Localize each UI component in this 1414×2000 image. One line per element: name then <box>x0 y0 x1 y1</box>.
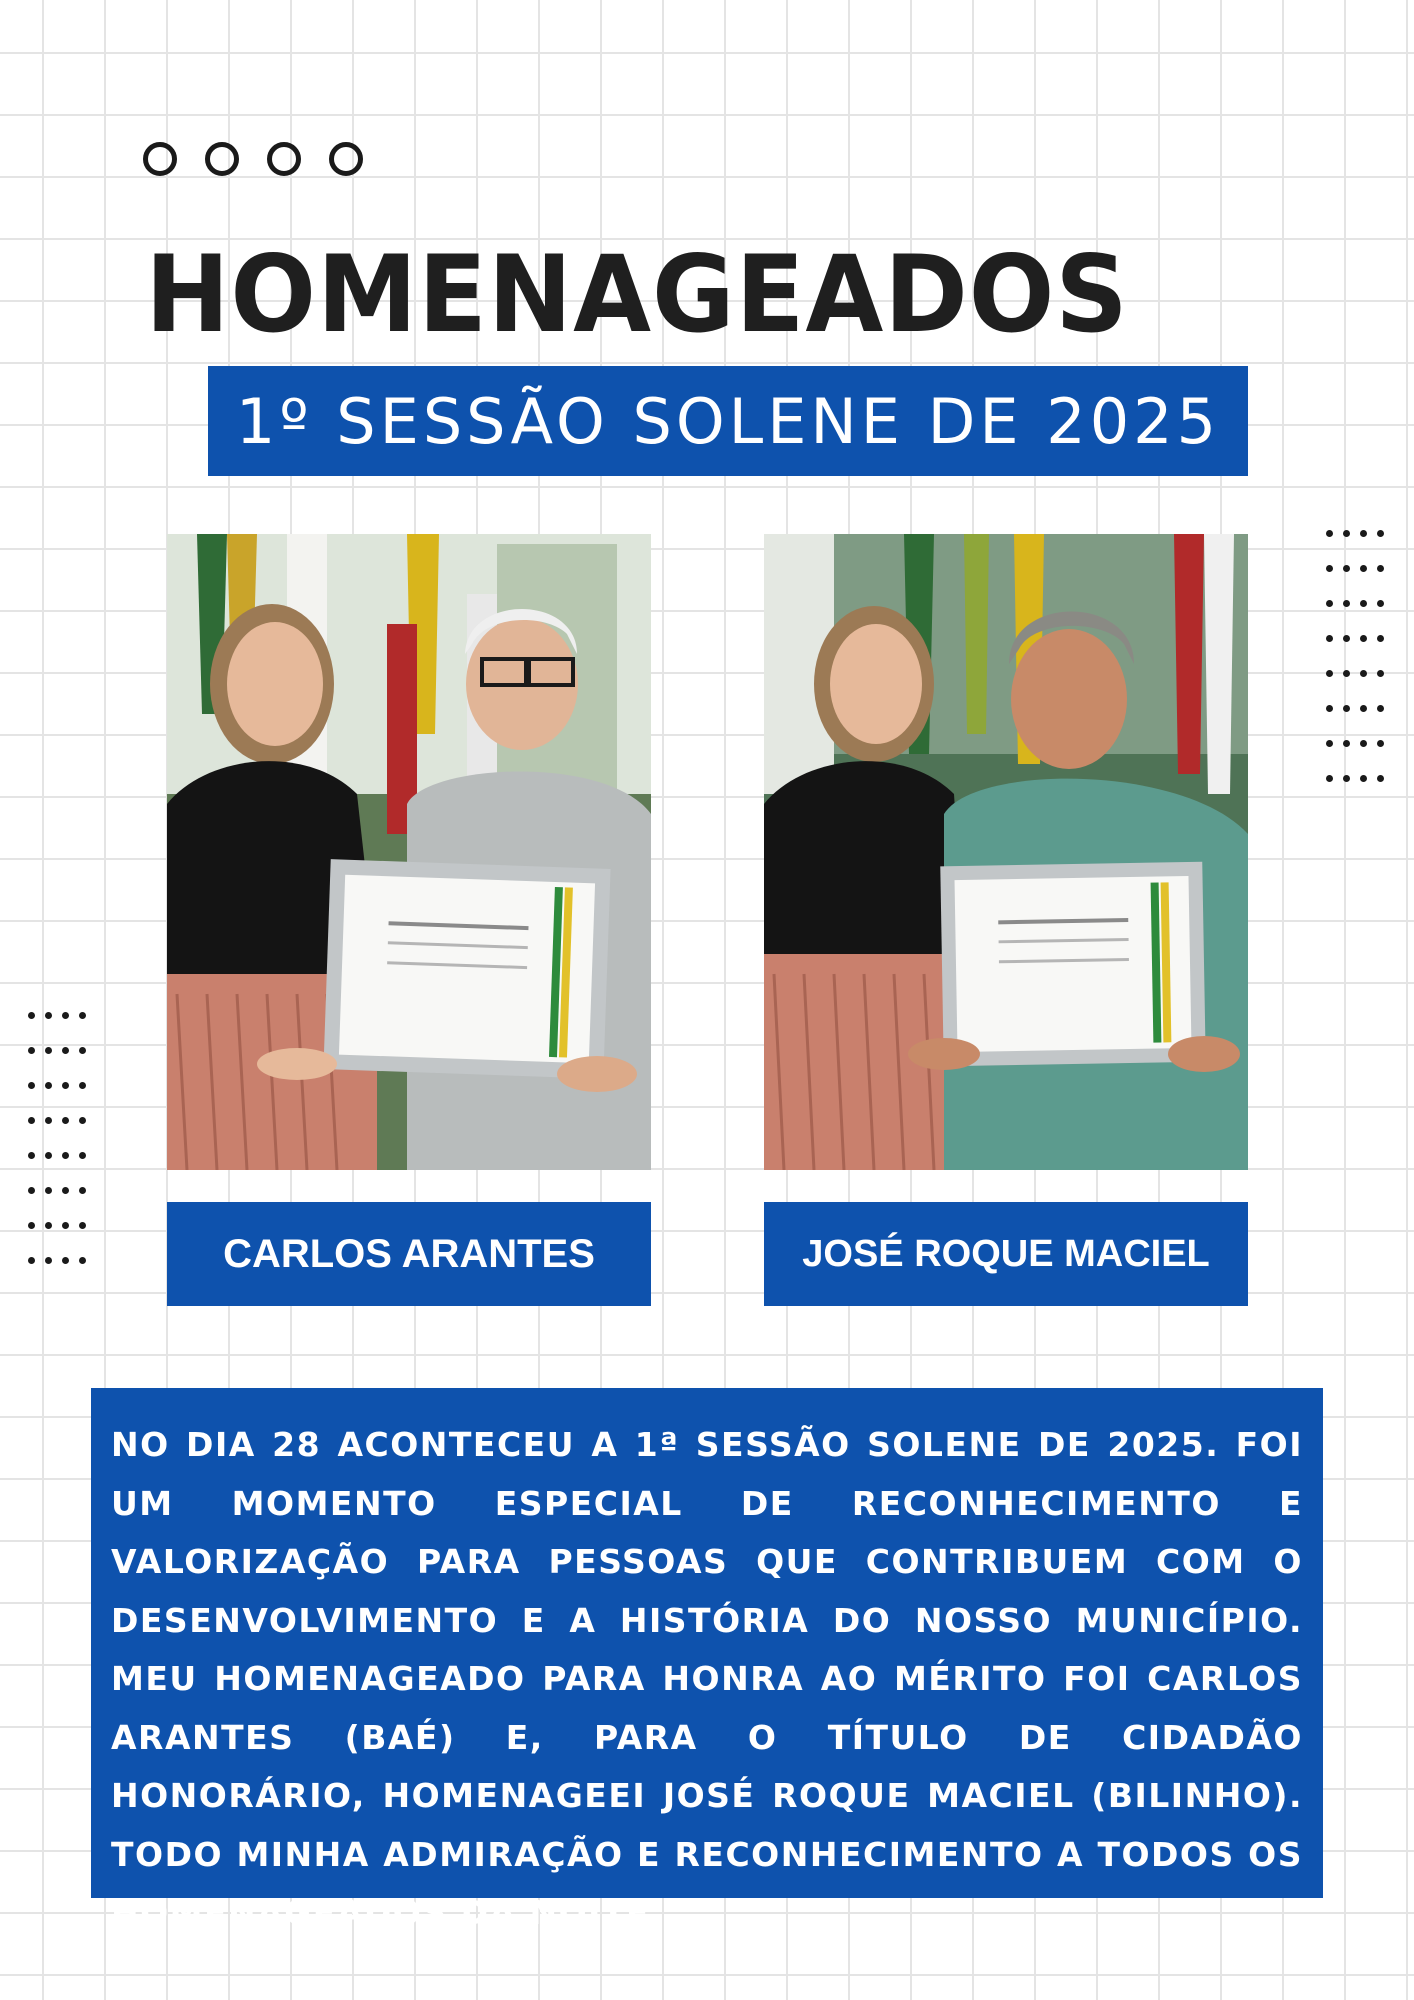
circle-icon <box>329 142 363 176</box>
honoree-name: CARLOS ARANTES <box>223 1231 595 1276</box>
description-text: NO DIA 28 ACONTECEU A 1ª SESSÃO SOLENE DE 2025. FOI UM MOMENTO ESPECIAL DE RECONHECIMENTO E VALORIZAÇÃO PARA PESSOAS QUE CONTRIBUEM COM O DESENVOLVIMENTO E A HISTÓRIA DO NOSSO MUNICÍPIO. MEU HOMENAGEADO PARA HONRA AO MÉRITO FOI CARLOS ARANTES (BAÉ) E, PARA O TÍTULO DE CIDADÃO HONORÁRIO, HOMENAGEEI JOSÉ ROQUE MACIEL (BILINHO). TODO MINHA ADMIRAÇÃO E RECONHECIMENTO A TODOS OS HOMENAGEADOS DA NOITE. <box>111 1425 1303 1932</box>
honoree-photo-jose-roque-maciel <box>764 534 1248 1170</box>
subtitle-text: 1º SESSÃO SOLENE DE 2025 <box>235 384 1221 458</box>
circle-icon <box>143 142 177 176</box>
decorative-dot-grid <box>28 998 96 1278</box>
page-title: HOMENAGEADOS <box>145 233 1129 356</box>
honoree-name-banner <box>167 1202 651 1306</box>
circle-icon <box>205 142 239 176</box>
circle-icon <box>267 142 301 176</box>
decorative-dot-grid <box>1326 516 1394 796</box>
description-box <box>91 1388 1323 1932</box>
honoree-name: JOSÉ ROQUE MACIEL <box>802 1232 1210 1275</box>
subtitle-banner <box>208 366 1248 476</box>
decorative-circles <box>143 142 363 176</box>
honoree-name-banner <box>764 1202 1248 1306</box>
honoree-photo-carlos-arantes <box>167 534 651 1170</box>
